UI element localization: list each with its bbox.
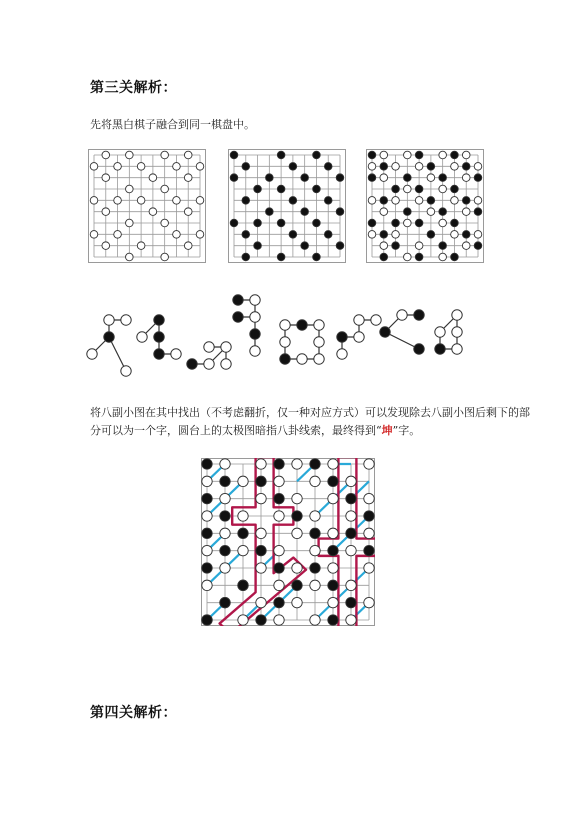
white-stone [364, 493, 374, 503]
white-stone [256, 493, 266, 503]
black-stone [380, 327, 390, 337]
white-stone [474, 163, 482, 171]
black-stone [462, 231, 470, 239]
black-stone [230, 151, 238, 159]
white-stone [238, 615, 248, 625]
black-stone [439, 208, 447, 216]
black-stone [301, 208, 309, 216]
white-stone [238, 511, 248, 521]
black-stone [238, 528, 248, 538]
white-stone [102, 208, 110, 216]
black-stone [364, 511, 374, 521]
white-stone [220, 493, 230, 503]
black-stone [324, 163, 332, 171]
black-stone [439, 174, 447, 182]
white-stone [310, 511, 320, 521]
black-stone [462, 197, 470, 205]
white-stone [346, 476, 356, 486]
white-stone [173, 197, 181, 205]
black-stone [414, 344, 424, 354]
white-stone [274, 615, 284, 625]
black-stone [368, 219, 376, 227]
white-stone [126, 219, 134, 227]
black-stone [336, 174, 344, 182]
black-stone [250, 329, 260, 339]
black-stone [220, 545, 230, 555]
white-stone [137, 332, 147, 342]
white-stone [328, 597, 338, 607]
white-stone [274, 511, 284, 521]
black-stone [451, 185, 459, 193]
black-stone [328, 580, 338, 590]
white-stone [439, 219, 447, 227]
white-stone [314, 337, 324, 347]
white-stone [392, 197, 400, 205]
black-stone [324, 197, 332, 205]
white-stone [392, 231, 400, 239]
black-stone [346, 597, 356, 607]
black-stone [274, 459, 284, 469]
black-stone [404, 208, 412, 216]
black-stone [474, 242, 482, 250]
white-stone [292, 528, 302, 538]
black-stone [256, 615, 266, 625]
white-stone [90, 197, 98, 205]
black-stone [242, 197, 250, 205]
black-stone [274, 493, 284, 503]
white-stone [427, 174, 435, 182]
white-stone [114, 231, 122, 239]
white-stone [310, 545, 320, 555]
black-stone [346, 528, 356, 538]
paragraph-line-2-after: ”字。 [392, 424, 421, 437]
black-stone [233, 295, 243, 305]
black-stone [313, 185, 321, 193]
white-stone [102, 151, 110, 159]
black-stone [414, 310, 424, 320]
white-stone [221, 342, 231, 352]
black-stone [368, 151, 376, 159]
black-stone [154, 349, 164, 359]
grid-lines [94, 155, 200, 257]
white-stone [184, 242, 192, 250]
black-stone [256, 545, 266, 555]
black-stone [380, 253, 388, 261]
white-stone [404, 253, 412, 261]
black-stone [392, 219, 400, 227]
white-stone [297, 354, 307, 364]
black-stone [415, 151, 423, 159]
black-stone [328, 545, 338, 555]
black-stone [474, 174, 482, 182]
white-stone [87, 349, 97, 359]
white-stone [202, 476, 212, 486]
white-stone [121, 315, 131, 325]
black-stone [427, 197, 435, 205]
white-stone [202, 511, 212, 521]
white-stone [114, 197, 122, 205]
black-stone [313, 219, 321, 227]
white-stone [439, 151, 447, 159]
white-stone [474, 197, 482, 205]
black-stone [301, 242, 309, 250]
black-stone [324, 231, 332, 239]
white-stone [292, 563, 302, 573]
section-3-title: 第三关解析： [90, 80, 177, 96]
section-4-title: 第四关解析： [90, 705, 177, 721]
white-stone [184, 208, 192, 216]
black-stone [462, 163, 470, 171]
black-stone [254, 219, 262, 227]
white-stone [427, 208, 435, 216]
black-stone [242, 163, 250, 171]
white-stone [204, 342, 214, 352]
black-stone [187, 359, 197, 369]
white-stone [452, 344, 462, 354]
white-stone [161, 219, 169, 227]
black-stone [220, 597, 230, 607]
white-stone [104, 315, 114, 325]
black-stone [154, 315, 164, 325]
black-stone [301, 174, 309, 182]
fragment-pattern [280, 320, 324, 364]
white-stone [314, 320, 324, 330]
white-stone [126, 253, 134, 261]
white-stone [380, 151, 388, 159]
black-stone [415, 253, 423, 261]
white-stone [364, 459, 374, 469]
white-stone [292, 493, 302, 503]
white-stone [346, 615, 356, 625]
black-stone [289, 163, 297, 171]
white-stone [354, 315, 364, 325]
black-stone [254, 185, 262, 193]
fragment-pattern [435, 310, 462, 354]
white-stone [310, 580, 320, 590]
board-black-stones [228, 149, 346, 263]
grid-lines [372, 155, 478, 257]
white-stone [102, 174, 110, 182]
white-stone [126, 185, 134, 193]
black-stone [220, 476, 230, 486]
black-stone [297, 320, 307, 330]
white-stone [404, 151, 412, 159]
white-stone [328, 563, 338, 573]
black-stone [346, 493, 356, 503]
black-stone [266, 174, 274, 182]
black-stone [202, 615, 212, 625]
board-merged-stones [366, 149, 484, 263]
white-stone [380, 174, 388, 182]
black-stone [254, 242, 262, 250]
black-stone [415, 185, 423, 193]
white-stone [462, 208, 470, 216]
section-3-paragraph [90, 404, 530, 440]
white-stone [439, 253, 447, 261]
black-stone [202, 528, 212, 538]
fragment-pattern [87, 315, 131, 376]
white-stone [368, 197, 376, 205]
white-stone [404, 185, 412, 193]
white-stone [256, 563, 266, 573]
white-stone [220, 528, 230, 538]
white-stone [452, 310, 462, 320]
grid-lines [234, 155, 340, 257]
fragment-link [385, 332, 419, 349]
black-stone [328, 476, 338, 486]
white-stone [435, 327, 445, 337]
black-stone [202, 563, 212, 573]
white-stone [202, 580, 212, 590]
white-stone [280, 320, 290, 330]
black-stone [274, 597, 284, 607]
paragraph-line-2-before: 分可以为一个字，圆台上的太极图暗指八卦线索，最终得到“ [90, 424, 382, 437]
white-stone [202, 545, 212, 555]
black-stone [266, 208, 274, 216]
black-stone [392, 242, 400, 250]
black-stone [277, 185, 285, 193]
white-stone [250, 295, 260, 305]
white-stone [328, 459, 338, 469]
black-stone [292, 511, 302, 521]
black-stone [336, 208, 344, 216]
black-stone [230, 219, 238, 227]
answer-character: 坤 [381, 424, 393, 437]
white-stone [337, 349, 347, 359]
white-stone [292, 459, 302, 469]
black-stone [336, 242, 344, 250]
white-stone [462, 242, 470, 250]
black-stone [230, 174, 238, 182]
black-stone [242, 253, 250, 261]
white-stone [274, 580, 284, 590]
white-stone [221, 359, 231, 369]
black-stone [289, 197, 297, 205]
white-stone [415, 197, 423, 205]
black-stone [277, 253, 285, 261]
white-stone [161, 185, 169, 193]
white-stone [149, 174, 157, 182]
black-stone [238, 580, 248, 590]
white-stone [238, 476, 248, 486]
black-stone [368, 174, 376, 182]
white-stone [415, 163, 423, 171]
black-stone [451, 151, 459, 159]
white-stone [451, 197, 459, 205]
white-stone [415, 242, 423, 250]
paragraph-line-1: 将八副小图在其中找出（不考虑翻折，仅一种对应方式）可以发现除去八副小图后剩下的部 [90, 406, 530, 419]
white-stone [137, 197, 145, 205]
white-stone [274, 476, 284, 486]
black-stone [404, 174, 412, 182]
white-stone [462, 174, 470, 182]
black-stone [415, 219, 423, 227]
white-stone [371, 315, 381, 325]
white-stone [380, 242, 388, 250]
white-stone [204, 359, 214, 369]
white-stone [256, 528, 266, 538]
black-stone [220, 511, 230, 521]
black-stone [451, 219, 459, 227]
black-stone [202, 459, 212, 469]
white-stone [346, 580, 356, 590]
white-stone [462, 151, 470, 159]
white-stone [328, 493, 338, 503]
white-stone [220, 563, 230, 573]
eight-fragment-patterns [80, 290, 500, 380]
white-stone [238, 545, 248, 555]
fragment-pattern [233, 295, 260, 356]
fragment-pattern [187, 342, 231, 369]
white-stone [149, 208, 157, 216]
black-stone [337, 332, 347, 342]
black-stone [154, 332, 164, 342]
white-stone [314, 354, 324, 364]
white-stone [256, 459, 266, 469]
black-stone [256, 476, 266, 486]
black-stone [104, 332, 114, 342]
white-stone [220, 459, 230, 469]
white-stone [368, 163, 376, 171]
black-stone [313, 151, 321, 159]
black-stone [277, 219, 285, 227]
white-stone [121, 366, 131, 376]
final-board-kun-character [201, 458, 375, 626]
white-stone [196, 163, 204, 171]
white-stone [364, 528, 374, 538]
black-stone [439, 242, 447, 250]
black-stone [313, 253, 321, 261]
white-stone [346, 511, 356, 521]
black-stone [289, 231, 297, 239]
white-stone [346, 545, 356, 555]
white-stone [90, 163, 98, 171]
white-stone [137, 163, 145, 171]
white-stone [161, 151, 169, 159]
white-stone [161, 253, 169, 261]
white-stone [274, 545, 284, 555]
black-stone [310, 459, 320, 469]
white-stone [250, 346, 260, 356]
black-stone [380, 231, 388, 239]
black-stone [427, 163, 435, 171]
white-stone [196, 197, 204, 205]
section-3-intro: 先将黑白棋子融合到同一棋盘中。 [90, 118, 255, 131]
white-stone [171, 349, 181, 359]
white-stone [184, 174, 192, 182]
black-stone [310, 528, 320, 538]
black-stone [280, 354, 290, 364]
white-stone [452, 327, 462, 337]
black-stone [380, 163, 388, 171]
white-stone [256, 597, 266, 607]
black-stone [274, 563, 284, 573]
black-stone [310, 563, 320, 573]
black-stone [364, 545, 374, 555]
cyan-connection [315, 568, 369, 620]
black-stone [451, 253, 459, 261]
board-white-stones [88, 149, 206, 263]
fragment-pattern [380, 310, 424, 354]
black-stone [435, 344, 445, 354]
white-stone [451, 231, 459, 239]
fragment-pattern [137, 315, 181, 359]
black-stone [292, 580, 302, 590]
white-stone [364, 563, 374, 573]
black-stone [242, 231, 250, 239]
black-stone [427, 231, 435, 239]
black-stone [328, 615, 338, 625]
white-stone [173, 231, 181, 239]
white-stone [292, 597, 302, 607]
white-stone [280, 337, 290, 347]
black-stone [277, 151, 285, 159]
white-stone [102, 242, 110, 250]
white-stone [126, 151, 134, 159]
white-stone [392, 163, 400, 171]
white-stone [368, 231, 376, 239]
white-stone [184, 151, 192, 159]
black-stone [392, 185, 400, 193]
white-stone [310, 615, 320, 625]
white-stone [397, 310, 407, 320]
fragment-pattern [337, 315, 381, 359]
white-stone [404, 219, 412, 227]
white-stone [310, 476, 320, 486]
white-stone [250, 312, 260, 322]
white-stone [439, 185, 447, 193]
white-stone [196, 231, 204, 239]
white-stone [364, 597, 374, 607]
white-stone [380, 208, 388, 216]
white-stone [474, 231, 482, 239]
white-stone [114, 163, 122, 171]
black-stone [233, 312, 243, 322]
black-stone [380, 197, 388, 205]
black-stone [474, 208, 482, 216]
white-stone [90, 231, 98, 239]
fragment-link [109, 337, 126, 371]
white-stone [328, 528, 338, 538]
black-stone [202, 493, 212, 503]
white-stone [451, 163, 459, 171]
white-stone [137, 242, 145, 250]
white-stone [354, 332, 364, 342]
white-stone [173, 163, 181, 171]
